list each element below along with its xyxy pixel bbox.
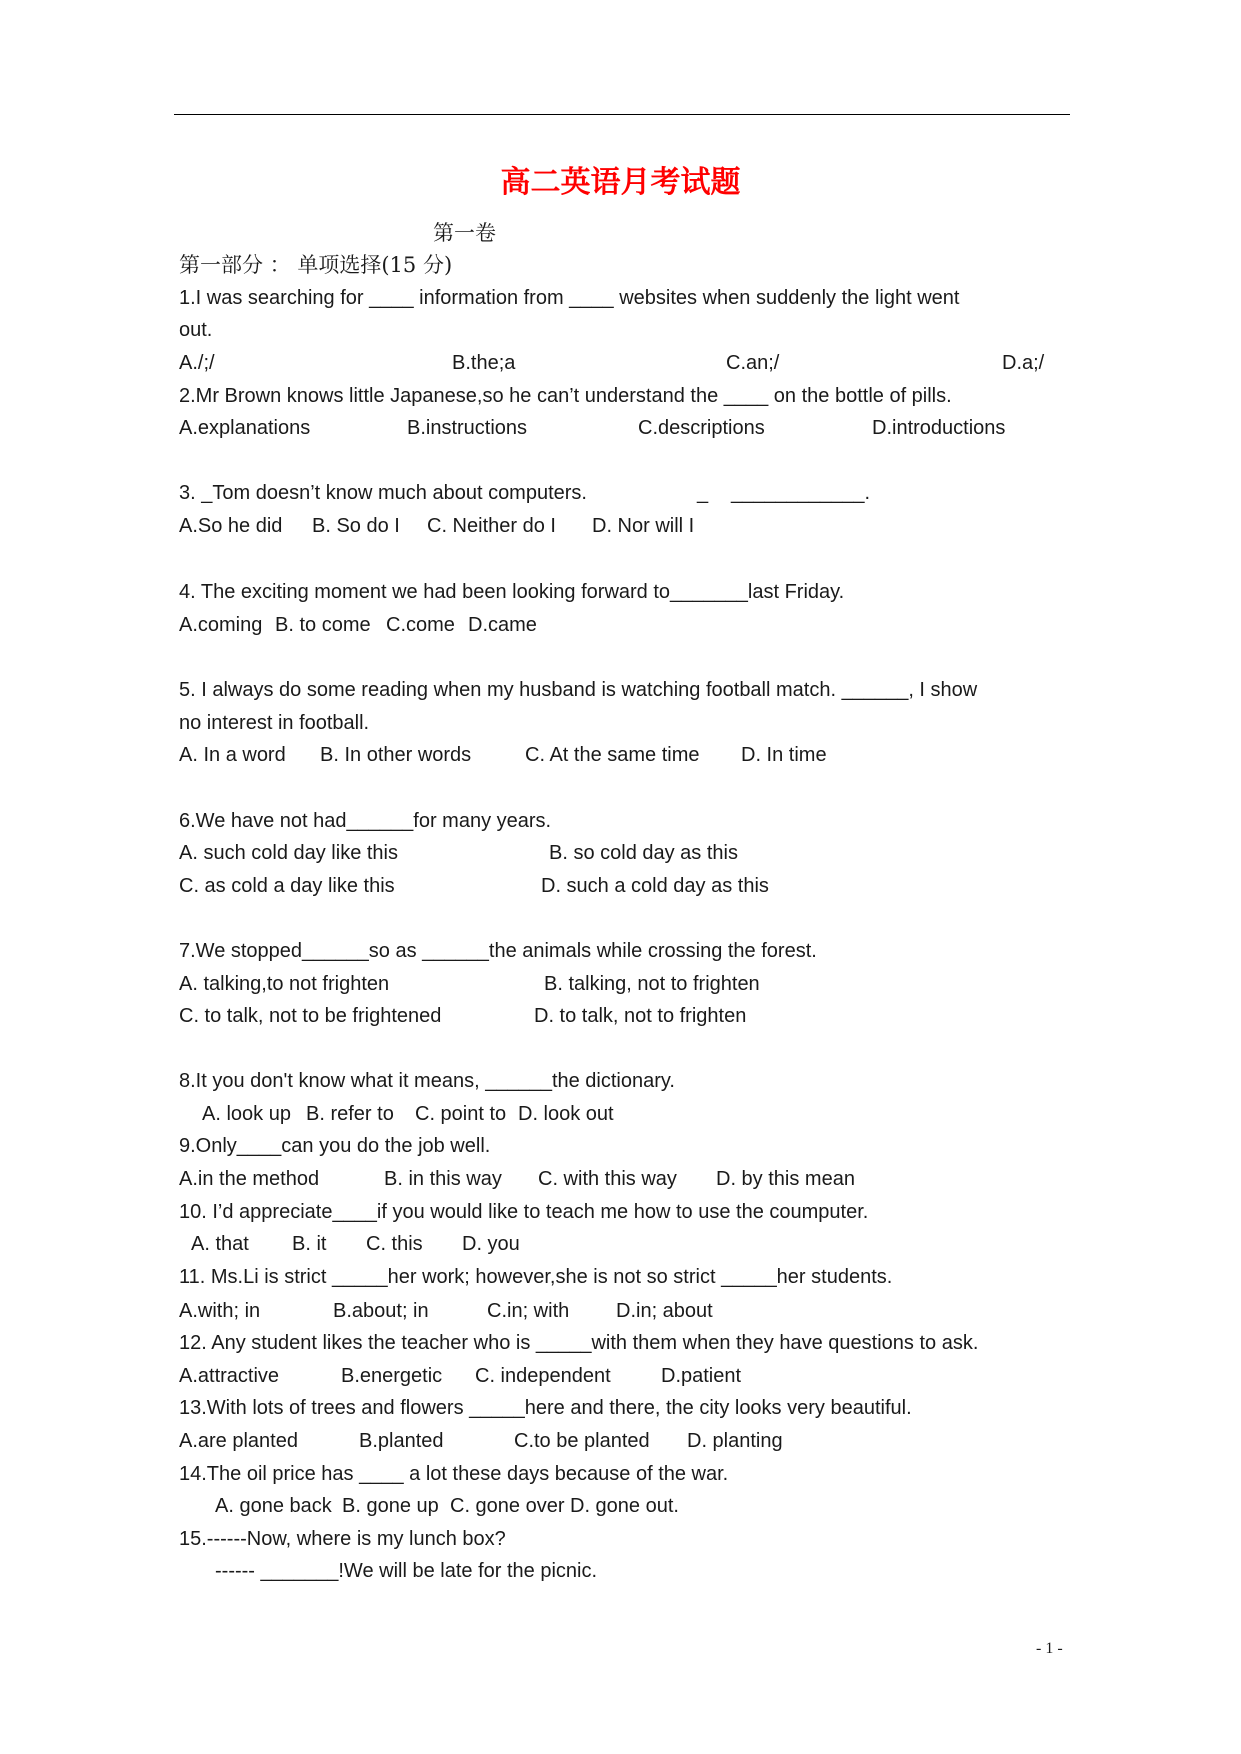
question-8-option-d: D. look out [518,1103,614,1125]
question-15-reply: ------ _______!We will be late for the picnic. [215,1560,598,1582]
question-3-option-c: C. Neither do I [427,515,556,537]
question-5-option-b: B. In other words [320,744,472,766]
question-5-stem-cont: no interest in football. [179,712,370,734]
question-13-option-a: A.are planted [179,1430,298,1452]
page-number: - 1 - [1036,1640,1063,1657]
question-11-option-c: C.in; with [487,1300,570,1322]
question-14-option-a: A. gone back [215,1495,332,1517]
question-6-stem: 6.We have not had______for many years. [179,810,552,832]
question-14-option-c: C. gone over [450,1495,565,1517]
question-1-option-d: D.a;/ [1002,352,1045,374]
question-9-stem: 9.Only____can you do the job well. [179,1135,491,1157]
question-13-option-b: B.planted [359,1430,444,1452]
question-3-blank-mark: _ [697,482,709,504]
question-11-option-d: D.in; about [616,1300,713,1322]
question-11-stem: 11. Ms.Li is strict _____her work; however,she is not so strict _____her students. [179,1266,893,1288]
question-5-option-c: C. At the same time [525,744,700,766]
question-12-option-b: B.energetic [341,1365,443,1387]
question-7-stem: 7.We stopped______so as ______the animals while crossing the forest. [179,940,817,962]
question-7-option-c: C. to talk, not to be frightened [179,1005,442,1027]
question-1-option-b: B.the;a [452,352,516,374]
question-4-option-a: A.coming [179,614,263,636]
question-5-option-a: A. In a word [179,744,286,766]
question-12-option-a: A.attractive [179,1365,280,1387]
question-1-option-a: A./;/ [179,352,215,374]
question-2-stem: 2.Mr Brown knows little Japanese,so he can’t understand the ____ on the bottle of pills. [179,385,952,407]
question-5-stem: 5. I always do some reading when my husband is watching football match. ______, I show [179,679,978,701]
question-13-stem: 13.With lots of trees and flowers _____here and there, the city looks very beautiful. [179,1397,912,1419]
question-13-option-d: D. planting [687,1430,783,1452]
question-3-option-a: A.So he did [179,515,283,537]
question-1-option-c: C.an;/ [726,352,780,374]
question-3-option-b: B. So do I [312,515,400,537]
question-7-option-d: D. to talk, not to frighten [534,1005,747,1027]
question-11-option-a: A.with; in [179,1300,261,1322]
question-4-stem: 4. The exciting moment we had been looking forward to_______last Friday. [179,581,845,603]
page-title: 高二英语月考试题 [500,165,741,200]
question-7-option-b: B. talking, not to frighten [544,973,760,995]
question-10-option-d: D. you [462,1233,520,1255]
question-4-option-d: D.came [468,614,537,636]
question-6-option-c: C. as cold a day like this [179,875,395,897]
question-6-option-a: A. such cold day like this [179,842,398,864]
volume-label: 第一卷 [433,221,496,245]
question-1-stem: 1.I was searching for ____ information from ____ websites when suddenly the light went [179,287,960,309]
question-2-option-c: C.descriptions [638,417,765,439]
question-12-option-c: C. independent [475,1365,611,1387]
question-11-option-b: B.about; in [333,1300,429,1322]
question-5-option-d: D. In time [741,744,827,766]
question-2-option-b: B.instructions [407,417,528,439]
question-4-option-b: B. to come [275,614,371,636]
question-2-option-a: A.explanations [179,417,311,439]
question-4-option-c: C.come [386,614,455,636]
question-10-option-c: C. this [366,1233,423,1255]
question-12-option-d: D.patient [661,1365,742,1387]
question-9-option-c: C. with this way [538,1168,677,1190]
question-14-stem: 14.The oil price has ____ a lot these days because of the war. [179,1463,729,1485]
question-3-stem: 3. _Tom doesn’t know much about computers. [179,482,587,504]
question-9-option-b: B. in this way [384,1168,502,1190]
question-3-option-d: D. Nor will I [592,515,695,537]
question-8-stem: 8.It you don't know what it means, ______the dictionary. [179,1070,675,1092]
question-12-stem: 12. Any student likes the teacher who is _____with them when they have questions to ask. [179,1332,979,1354]
question-6-option-b: B. so cold day as this [549,842,738,864]
question-1-stem-cont: out. [179,319,213,341]
question-14-option-d: D. gone out. [570,1495,679,1517]
question-13-option-c: C.to be planted [514,1430,650,1452]
section-heading: 第一部分 ： 单项选择(15 分) [179,253,453,277]
question-7-option-a: A. talking,to not frighten [179,973,390,995]
header-rule [174,114,1070,115]
question-8-option-b: B. refer to [306,1103,394,1125]
question-10-option-a: A. that [191,1233,249,1255]
question-14-option-b: B. gone up [342,1495,439,1517]
question-9-option-a: A.in the method [179,1168,320,1190]
question-8-option-c: C. point to [415,1103,507,1125]
question-10-stem: 10. I’d appreciate____if you would like to teach me how to use the coumputer. [179,1201,869,1223]
question-2-option-d: D.introductions [872,417,1006,439]
question-8-option-a: A. look up [202,1103,291,1125]
question-6-option-d: D. such a cold day as this [541,875,769,897]
question-10-option-b: B. it [292,1233,327,1255]
question-15-stem: 15.------Now, where is my lunch box? [179,1528,506,1550]
question-3-answer-blank: ____________. [731,482,871,504]
question-9-option-d: D. by this mean [716,1168,855,1190]
